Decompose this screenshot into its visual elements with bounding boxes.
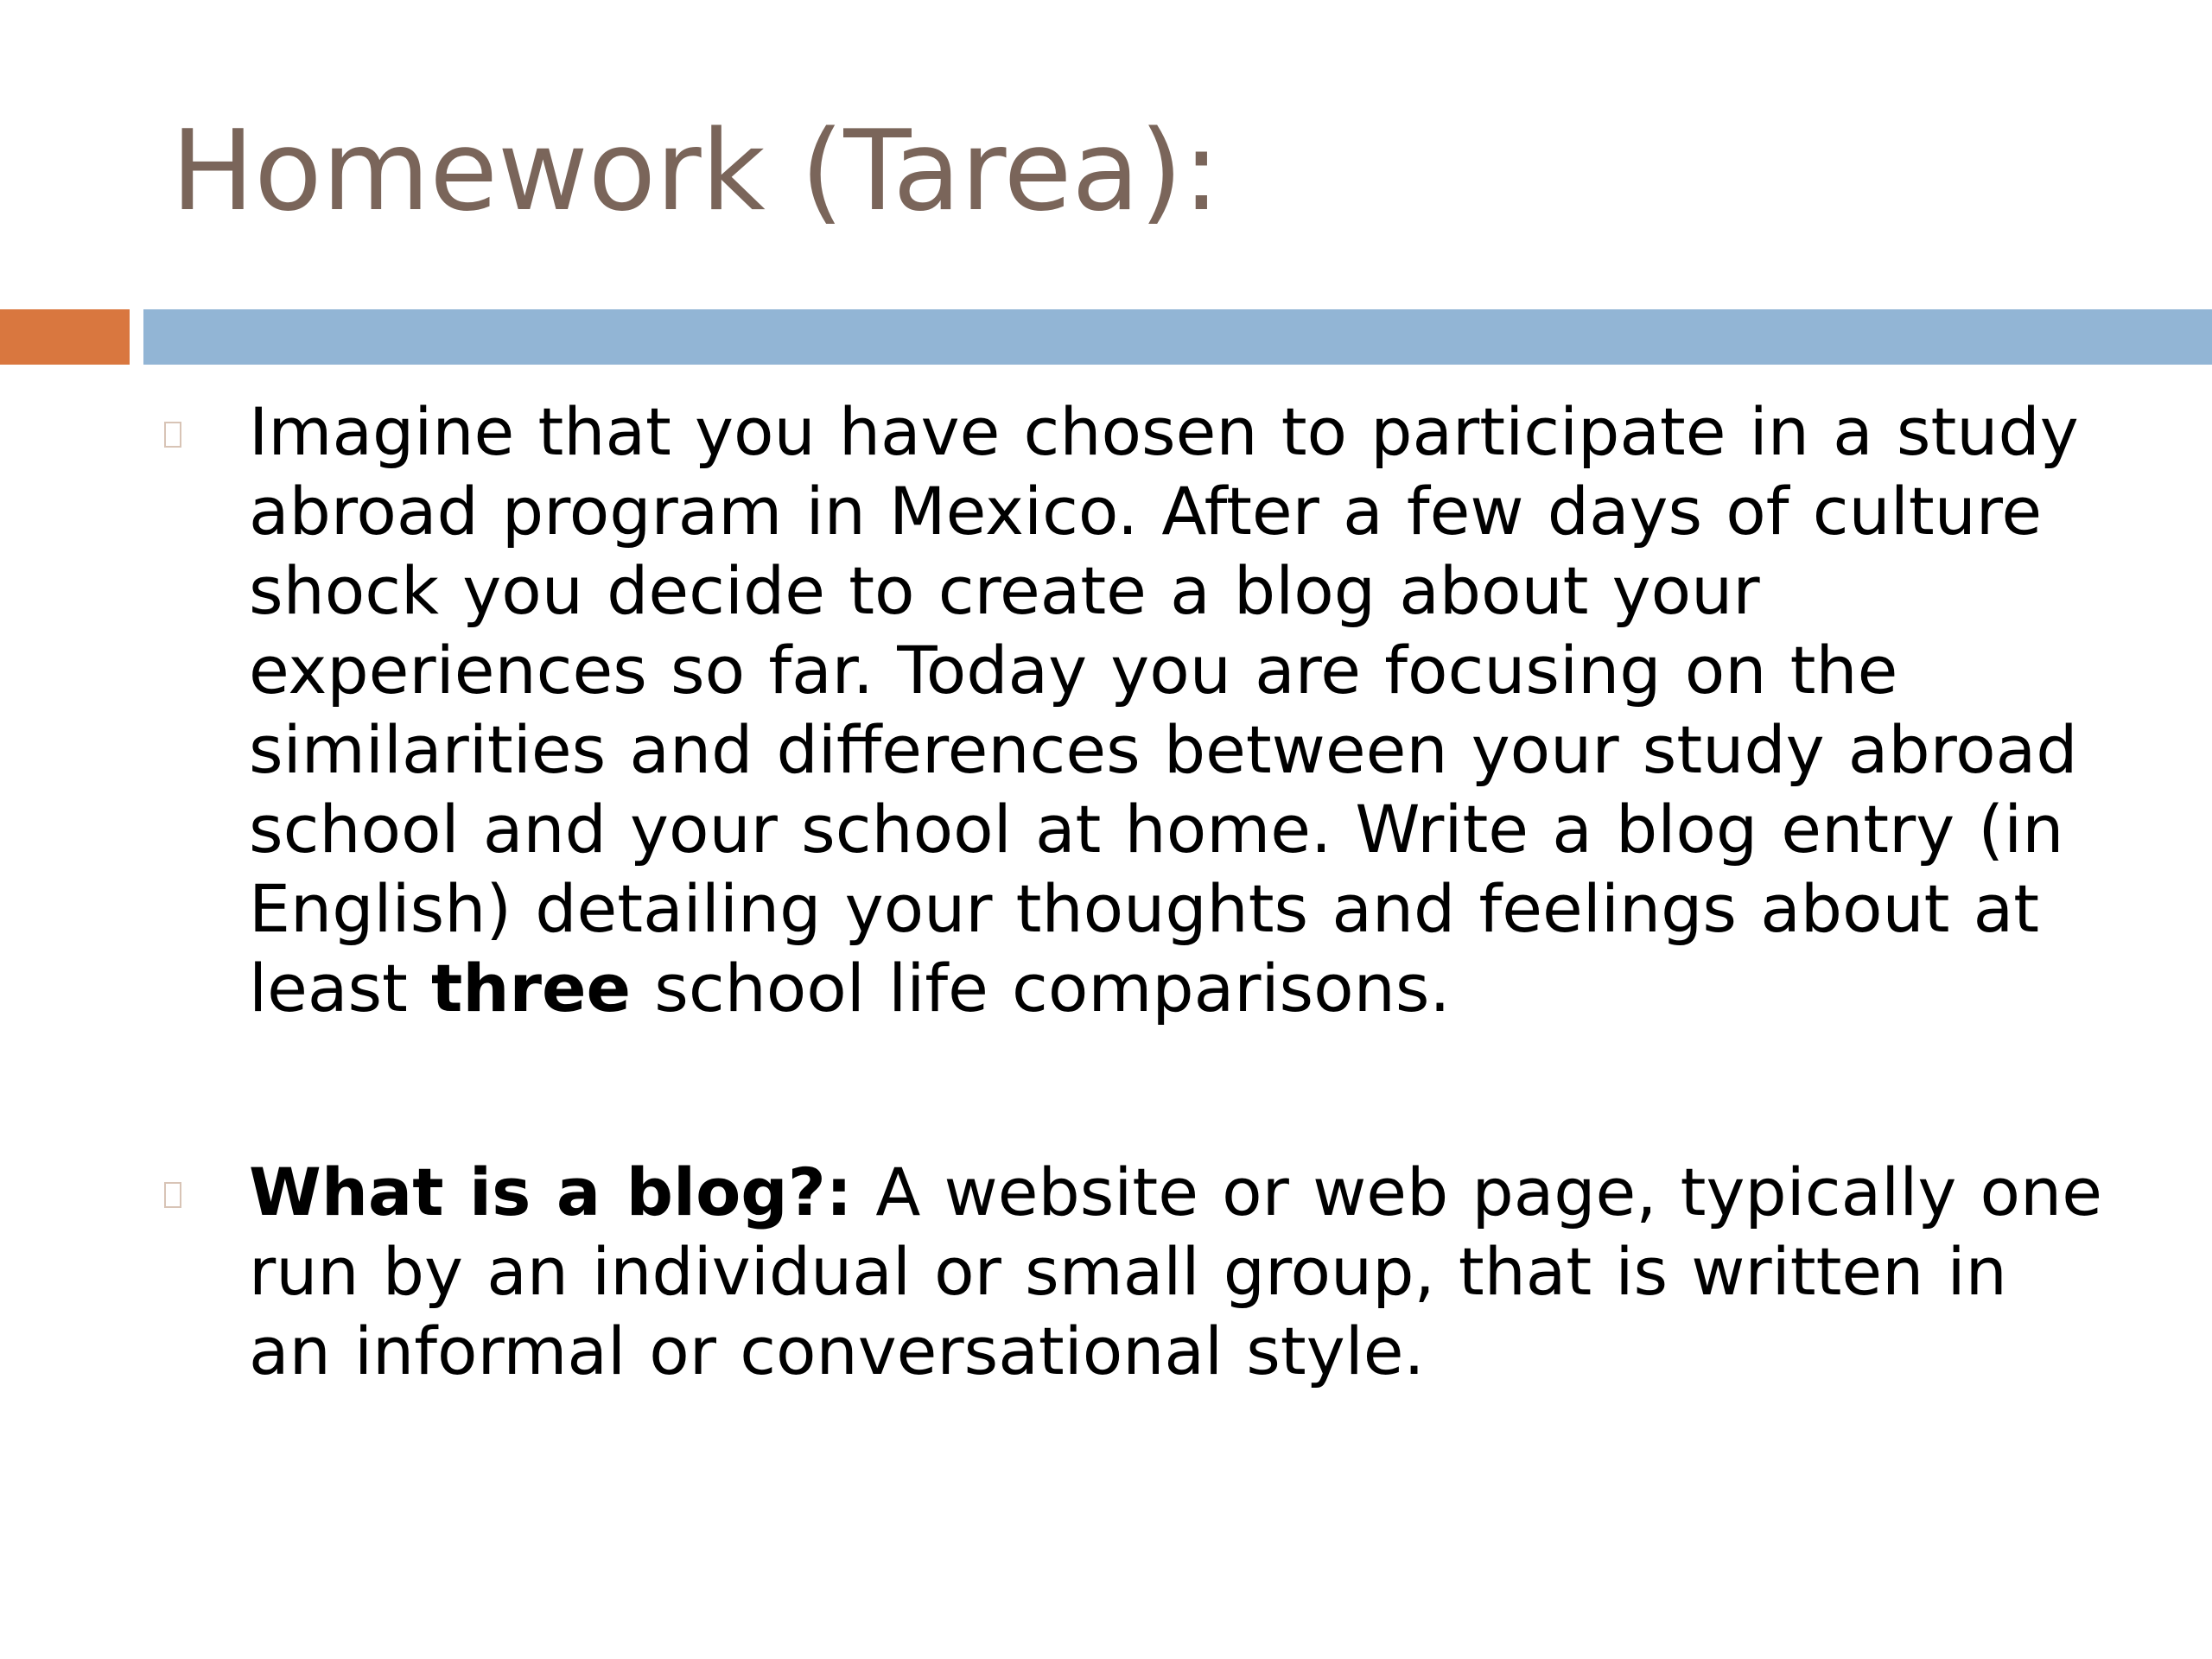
accent-bar-orange [0,309,130,365]
assignment-text-end: school life comparisons. [631,950,1451,1027]
bullet-text-blog-definition [249,1153,2107,1391]
square-bullet-icon [164,422,181,448]
bullet-text-assignment [249,392,2107,1028]
blog-term: What is a blog?: [249,1154,853,1230]
blog-definition: A website or web page, typically one run by an individual or small group, that is written in an informal or conversational style. [249,1154,2102,1389]
slide-title: Homework (Tarea): [171,107,1220,236]
accent-bar-blue [143,309,2212,365]
assignment-emphasis: three [431,950,632,1027]
square-bullet-icon [164,1182,181,1208]
assignment-text: Imagine that you have chosen to participate in a study abroad program in Mexico. After a few days of culture shock you decide to create a blog about your experiences so far. Today you are focusing on the similarities and differences between your study abroad school and your school at home. Write a blog entry (in English) detailing your thoughts and feelings about at least [249,393,2079,1027]
